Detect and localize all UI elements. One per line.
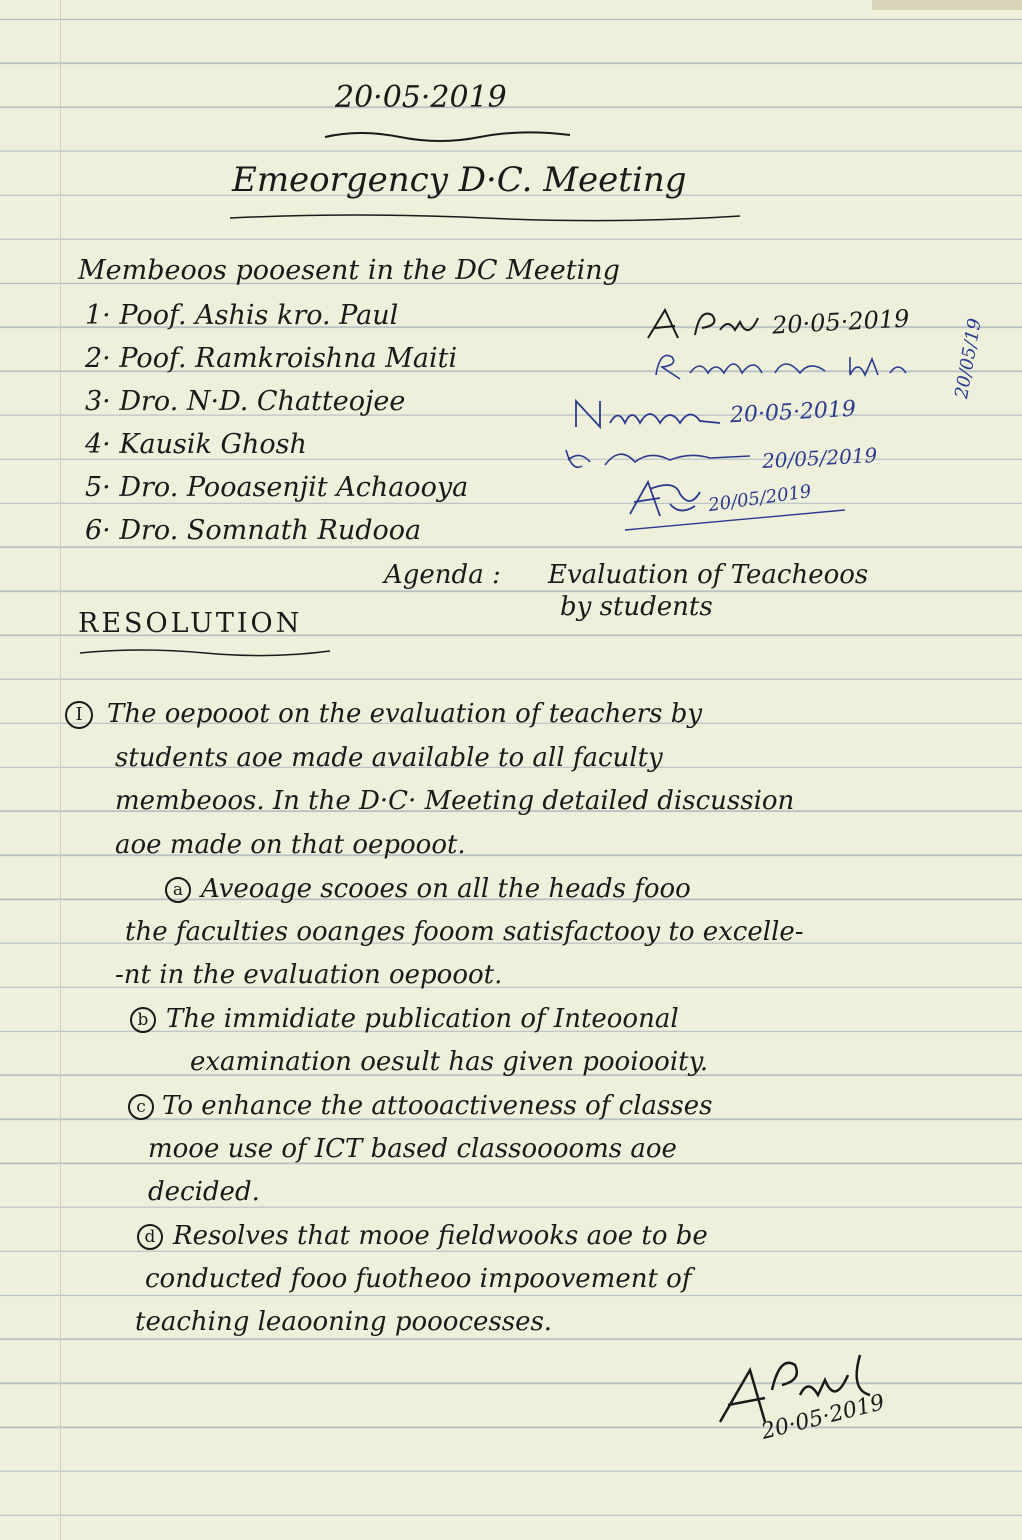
date-underline (320, 125, 580, 145)
sub-point-c: c To enhance the attooactiveness of classes (128, 1085, 712, 1129)
signature-3-date: 20·05·2019 (729, 396, 857, 429)
signature-2 (650, 345, 930, 385)
signature-1 (640, 300, 770, 345)
sub-c-line-2: mooe use of ICT based classooooms aoe (148, 1134, 677, 1164)
title-underline (225, 210, 745, 224)
agenda-topic-line-2: by students (560, 592, 713, 622)
member-4: 4· Kausik Ghosh (85, 429, 307, 460)
member-6: 6· Dro. Somnath Rudooa (85, 515, 422, 546)
signature-4-date: 20/05/2019 (761, 442, 878, 474)
member-3: 3· Dro. N·D. Chatteojee (85, 386, 406, 417)
point-1-line-4: aoe made on that oepooot. (115, 829, 466, 860)
sub-c-line-3: decided. (148, 1177, 260, 1207)
closing-signature-date: 20·05·2019 (758, 1390, 888, 1445)
member-5: 5· Dro. Pooasenjit Achaooya (85, 472, 469, 503)
resolution-underline (75, 645, 335, 659)
sub-a-marker: a (165, 877, 191, 903)
signature-2-date: 20/05/19 (951, 316, 986, 401)
point-1-line-2: students aoe made available to all faculty (115, 742, 663, 773)
sub-point-d: d Resolves that mooe fieldwooks aoe to be (137, 1215, 708, 1259)
sub-d-line-3: teaching leaooning pooocesses. (135, 1307, 553, 1337)
sub-b-marker: b (130, 1007, 156, 1033)
sub-a-line-2: the faculties ooanges fooom satisfactooy to excelle- (125, 917, 804, 947)
sub-b-line-2: examination oesult has given pooiooity. (190, 1047, 709, 1077)
margin-line (60, 0, 61, 1540)
meeting-title: Emeorgency D·C. Meeting (232, 160, 687, 200)
members-heading: Membeoos pooesent in the DC Meeting (78, 255, 620, 286)
sub-c-marker: c (128, 1094, 154, 1120)
signature-5-underline (620, 505, 850, 535)
signature-3 (570, 393, 730, 433)
sub-a-line-3: -nt in the evaluation oepooot. (115, 960, 503, 990)
member-1: 1· Poof. Ashis kro. Paul (85, 300, 399, 331)
agenda-label: Agenda : (384, 560, 501, 590)
sub-d-line-2: conducted fooo fuotheoo impoovement of (145, 1264, 692, 1294)
sub-point-a: a Aveoage scooes on all the heads fooo (165, 868, 691, 912)
signature-1-date: 20·05·2019 (771, 304, 911, 340)
point-1-line-3: membeoos. In the D·C· Meeting detailed discussion (115, 786, 795, 816)
signature-4 (560, 440, 760, 475)
resolution-point-1 (65, 693, 1015, 867)
member-2: 2· Poof. Ramkroishna Maiti (85, 343, 458, 374)
page-corner (872, 0, 1022, 10)
agenda-topic-line-1: Evaluation of Teacheoos (548, 560, 869, 590)
point-1-marker: I (65, 701, 93, 729)
sub-d-marker: d (137, 1224, 163, 1250)
resolution-heading: RESOLUTION (78, 608, 303, 639)
sub-point-b: b The immidiate publication of Inteoonal (130, 998, 679, 1042)
signature-5-date: 20/05/2019 (707, 480, 813, 517)
point-1-line-1: I The oepooot on the evaluation of teachers by (65, 693, 1015, 737)
meeting-date: 20·05·2019 (335, 80, 507, 115)
